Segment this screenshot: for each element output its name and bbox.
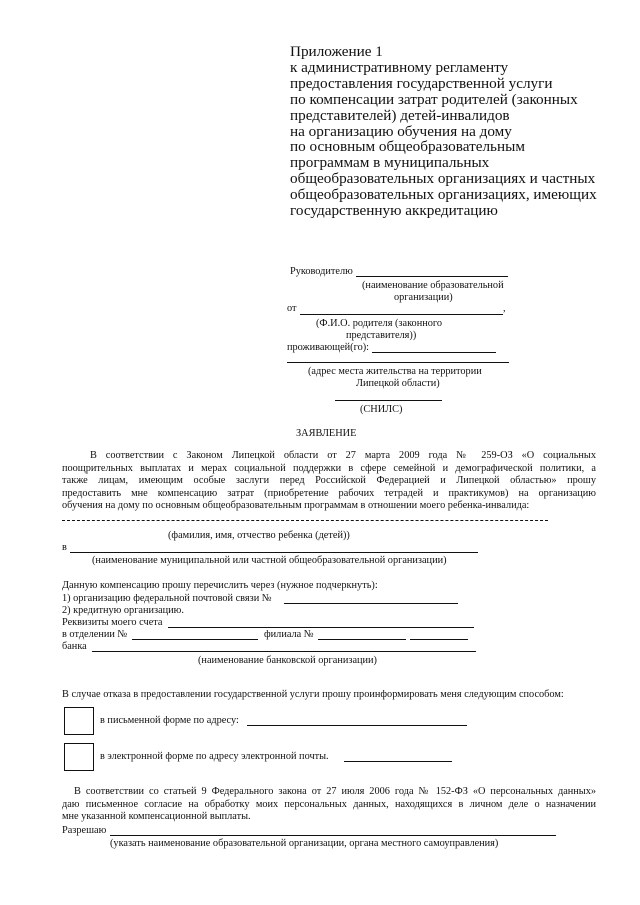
statement-title: ЗАЯВЛЕНИЕ [296, 428, 357, 439]
head-hint-2: организации) [394, 292, 453, 303]
branch-field[interactable] [132, 639, 258, 640]
snils-hint: (СНИЛС) [360, 404, 403, 415]
bank-hint: (наименование банковской организации) [198, 655, 377, 666]
from-name-field[interactable] [300, 314, 503, 315]
head-hint-1: (наименование образовательной [362, 280, 504, 291]
payment-option-1: 1) организацию федеральной почтовой связи № [62, 593, 272, 604]
payment-intro: Данную компенсацию прошу перечислить через (нужное подчеркнуть): [62, 580, 378, 591]
appendix-header [290, 44, 597, 219]
filial-field[interactable] [318, 639, 406, 640]
living-label: проживающей(го): [287, 342, 370, 353]
address-field-1[interactable] [372, 352, 496, 353]
email-field[interactable] [344, 761, 452, 762]
appendix-line: представителей) детей-инвалидов [290, 106, 510, 124]
written-form-label: в письменной форме по адресу: [100, 715, 239, 726]
bank-label: банка [62, 641, 87, 652]
appendix-line: к административному регламенту [290, 58, 509, 76]
child-hint: (фамилия, имя, отчество ребенка (детей)) [168, 530, 350, 541]
body-line: поощрительных выплатах и мерах социальной поддержки в сфере семейной и демографической политики, а [62, 462, 596, 474]
appendix-line: общеобразовательных организациях и частных [290, 170, 596, 188]
address-field-2[interactable] [287, 362, 509, 363]
from-comma: , [503, 303, 506, 314]
from-label: от [287, 303, 297, 314]
appendix-line: на организацию обучения на дому [290, 122, 512, 140]
child-name-field[interactable] [62, 520, 548, 521]
head-name-field[interactable] [356, 276, 508, 277]
org-hint: (наименование муниципальной или частной общеобразовательной организации) [92, 555, 447, 566]
from-hint-2: представителя)) [346, 330, 417, 341]
in-label: в [62, 542, 67, 553]
body-line: В соответствии с Законом Липецкой области от 27 марта 2009 года № 259-ОЗ «О социальных [90, 450, 596, 461]
appendix-line: Приложение 1 [290, 43, 383, 60]
consent-line: мне указанной компенсационной выплаты. [62, 811, 251, 823]
org-name-field[interactable] [70, 552, 478, 553]
consent-line: даю письменное согласие на обработку моих персональных данных, находящихся в личном деле о назначении [62, 798, 596, 810]
allow-label: Разрешаю [62, 825, 107, 836]
post-office-field[interactable] [284, 603, 458, 604]
body-line: также лицам, имеющим особые заслуги перед Российской Федерацией и Липецкой областью» прошу [62, 475, 596, 487]
appendix-line: предоставления государственной услуги [290, 74, 553, 92]
electronic-form-label: в электронной форме по адресу электронной почты. [100, 751, 329, 762]
allow-org-field[interactable] [110, 835, 556, 836]
payment-option-2: 2) кредитную организацию. [62, 605, 184, 616]
written-form-checkbox[interactable] [64, 707, 94, 735]
head-label: Руководителю [290, 266, 353, 277]
appendix-line: государственную аккредитацию [290, 202, 498, 220]
body-line: обучения на дому по основным общеобразовательным программам в отношении моего ребенка-инвалида: [62, 500, 530, 512]
consent-paragraph [62, 786, 596, 824]
electronic-form-checkbox[interactable] [64, 743, 94, 771]
address-hint-1: (адрес места жительства на территории [308, 366, 482, 377]
account-field[interactable] [168, 627, 474, 628]
refusal-intro: В случае отказа в предоставлении государственной услуги прошу проинформировать меня следующим способом: [62, 689, 564, 700]
appendix-line: общеобразовательных организациях, имеющих [290, 186, 597, 204]
from-hint-1: (Ф.И.О. родителя (законного [316, 318, 442, 329]
snils-field[interactable] [335, 400, 442, 401]
postal-address-field[interactable] [247, 725, 467, 726]
body-paragraph [62, 450, 596, 513]
appendix-line: программам в муниципальных [290, 154, 490, 172]
filial-field-2[interactable] [410, 639, 468, 640]
consent-line: В соответствии со статьей 9 Федерального закона от 27 июля 2006 года № 152-ФЗ «О персональных данных» [74, 786, 596, 797]
allow-hint: (указать наименование образовательной организации, органа местного самоуправления) [110, 838, 499, 849]
address-hint-2: Липецкой области) [356, 378, 440, 389]
branch-label: в отделении № [62, 629, 128, 640]
filial-label: филиала № [264, 629, 314, 640]
appendix-line: по основным общеобразовательным [290, 138, 525, 156]
body-line: предоставить мне компенсацию затрат (приобретение рабочих тетрадей и практикумов) на организацию [62, 487, 596, 499]
bank-field[interactable] [92, 651, 476, 652]
appendix-line: по компенсации затрат родителей (законных [290, 90, 578, 108]
account-label: Реквизиты моего счета [62, 617, 163, 628]
